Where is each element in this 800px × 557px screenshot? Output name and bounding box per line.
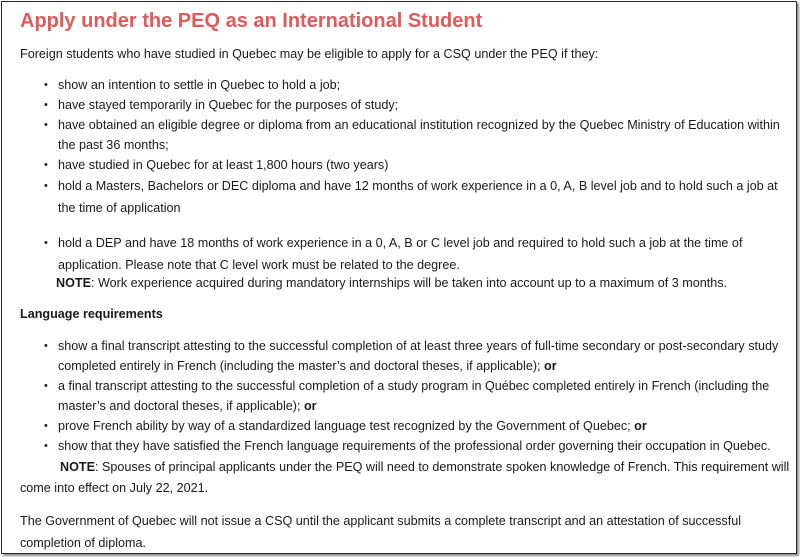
note-text: : Work experience acquired during mandatory internships will be taken into account up to a maximum of 3 months. (90, 276, 728, 290)
list-item: • have studied in Quebec for at least 1,800 hours (two years) (44, 155, 786, 175)
list-item (44, 336, 786, 376)
list-item-text: show that they have satisfied the French language requirements of the professional order governing their occupation in Quebec. (58, 439, 771, 453)
note-label: NOTE (56, 276, 91, 290)
or-label: or (634, 419, 647, 433)
list-item: • show an intention to settle in Quebec to hold a job; (44, 75, 786, 95)
list-item (44, 436, 786, 456)
list-item: • have obtained an eligible degree or diploma from an educational institution recognized by the Quebec Ministry of Education within the past 36 months; (44, 115, 786, 155)
note-label: NOTE (60, 460, 95, 474)
intro-paragraph: Foreign students who have studied in Quebec may be eligible to apply for a CSQ under the PEQ if they: (20, 47, 599, 61)
note-spouses (20, 457, 790, 499)
section-heading: Language requirements (20, 307, 163, 321)
closing-paragraph: The Government of Quebec will not issue a CSQ until the applicant submits a complete transcript and an attestation of successful completion of diploma. (20, 514, 742, 550)
language-list (44, 336, 786, 456)
list-item: • hold a DEP and have 18 months of work experience in a 0, A, B or C level job and required to hold such a job at the time of application. Please note that C level work must be related to the degree. (44, 232, 786, 276)
list-item-text: a final transcript attesting to the successful completion of a study program in Québec completed entirely in French (including the master’s and doctoral theses, if applicable); (58, 379, 770, 413)
or-label: or (303, 399, 317, 413)
list-item-text: show a final transcript attesting to the successful completion of at least three years of full-time secondary or post-secondary study completed entirely in French (including the master’s and doctoral theses, if applicable); (58, 339, 779, 373)
note-text: : Spouses of principal applicants under the PEQ will need to demonstrate spoken knowledge of French. This requirement will come into effect on July 22, 2021. (20, 460, 790, 495)
list-item: • have stayed temporarily in Quebec for the purposes of study; (44, 95, 786, 115)
page-title: Apply under the PEQ as an International Student (20, 10, 483, 32)
list-item (44, 376, 786, 416)
note-internships (56, 273, 727, 294)
content-panel (1, 1, 797, 554)
list-item (44, 416, 786, 436)
or-label: or (544, 359, 557, 373)
list-item: • hold a Masters, Bachelors or DEC diploma and have 12 months of work experience in a 0, A, B level job and to hold such a job at the time of application (44, 175, 786, 219)
eligibility-list (44, 75, 786, 276)
list-item-text: prove French ability by way of a standardized language test recognized by the Government of Quebec; (58, 419, 635, 433)
